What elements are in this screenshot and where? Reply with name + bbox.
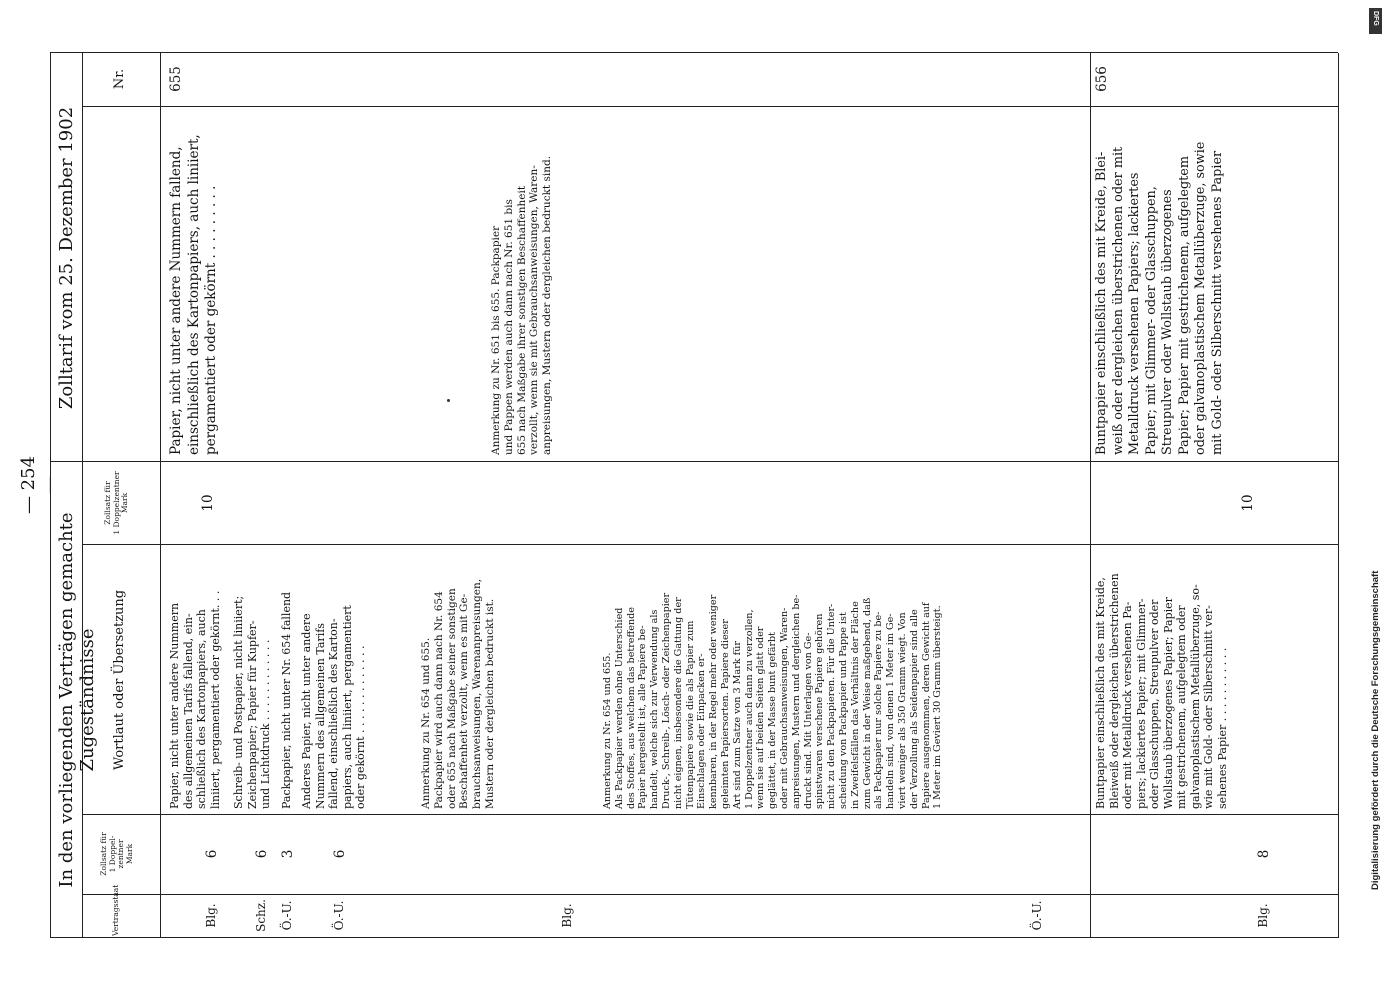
header-rule <box>160 53 161 938</box>
note-blg-state: Blg. <box>560 903 574 928</box>
entry-655-tariff-text: Papier, nicht unter andere Nummern fallend, einschließlich des Kartonpapiers, auch liniiert, pergamentiert oder gekörnt . . . . . . . . . <box>168 134 219 455</box>
nr-column-line <box>82 106 1338 107</box>
frame-left-line <box>50 52 1338 53</box>
dfg-logo-text: DFG <box>1372 11 1379 26</box>
entry-656-nr: 656 <box>1094 66 1110 92</box>
concession-2-rate: 6 <box>254 849 270 859</box>
text-header: Wortlaut oder Übersetzung <box>112 589 127 771</box>
concessions-title: In den vorliegenden Verträgen gemachte Zugeständnisse <box>56 512 98 888</box>
concession-1-state: Blg. <box>204 903 218 928</box>
entry-655-tariff-rate: 10 <box>200 494 216 512</box>
concession-4-text: Anderes Papier, nicht unter andere Nummern des allgemeinen Tarifs fallend, einschließlich des Karton- papiers, auch liniiert, pergamentiert oder gekörnt . . . . . . . . . . . . . <box>300 605 367 809</box>
entry-655-nr: 655 <box>168 66 184 92</box>
entry-656-tariff-text: Buntpapier einschließlich des mit Kreide, Blei- weiß oder dergleichen überstrichenen oder mit Metalldruck versehenen Papiers; lackiertes Papier; mit Glimmer- oder Glasschuppen, Streupulver oder Wollstaub überzogenes Papier; Papier mit gestrichenem, aufgelegtem oder galvanoplastischem Metallüberzuge, sowie mit Gold- oder Silberschnitt versehenes Papier <box>1094 141 1225 455</box>
entry-divider <box>1090 53 1091 938</box>
tariff-rate-header: Zollsatz für 1 Doppelzentner Mark <box>103 471 129 535</box>
concession-4-rate: 6 <box>332 849 348 859</box>
concession-656-text: Buntpapier einschließlich des mit Kreide, Bleiweiß oder dergleichen überstrichenen oder mit Metalldruck versehenen Pa- piers; lackiertes Papier; mit Glimmer- oder Glasschuppen, Streupulver oder Wollstaub überzogenes Papier; Papier mit gestrichenem, aufgelegtem oder galvanoplastischem Metallüberzuge, so- wie mit Gold- oder Silberschnitt ver- sehenes Papier . . . . . . . . . . . <box>1094 573 1229 809</box>
concession-3-rate: 3 <box>280 849 296 859</box>
left-rate-column-line <box>82 544 1338 545</box>
state-header: Vertragsstaat <box>111 884 120 936</box>
frame-bottom-line <box>1338 53 1339 938</box>
right-rate-column-line <box>82 814 1338 815</box>
concession-656-rate: 8 <box>1256 849 1272 859</box>
nr-header: Nr. <box>112 68 127 90</box>
section-divider <box>50 461 1338 462</box>
scan-speck <box>447 399 450 402</box>
note-oeu-text: Anmerkung zu Nr. 654 und 655. Als Packpapier werden ohne Unterschied des Stoffes, aus welchem das betreffende Papier hergestellt ist, alle Papiere be- handelt, welche sich zur Verwendung als Druck-, Schreib-, Lösch- oder Zeichenpapier nicht eignen, insbesondere die Gattung der Tütenpapiere sowie die als Papier zum Einschlagen oder Einpacken er- kennbaren, in der Regel mehr oder weniger geleimten Papiersorten. Papiere dieser Art sind zum Satze von 3 Mark für 1 Doppelzentner auch dann zu verzollen, wenn sie auf beiden Seiten glatt oder geglättet, in der Masse bunt gefärbt oder mit Gebrauchsanweisungen, Waren- anpreisungen, Mustern und dergleichen be- druckt sind. Mit Unterlagen von Ge- spinstwaren verschene Papiere gehören nicht zu den Packpapieren. Für die Unter- scheidung von Packpapier und Pappe ist in Zweifelsfällen das Verhältnis der Fläche zum Gewicht in der Weise maßgebend, daß als Packpapier nur solche Papiere zu be- handeln sind, von denen 1 Meter im Ge- viert weniger als 350 Gramm wiegt. Von der Verzollung als Seidenpapier sind alle Papiere ausgenommen, deren Gewicht auf 1 Meter im Geviert 30 Gramm übersteigt. <box>602 592 944 809</box>
concession-656-state: Blg. <box>1256 903 1270 928</box>
frame-top-line <box>50 53 51 938</box>
digitization-credit-text: Digitalisierung gefördert durch die Deutsche Forschungsgemeinschaft <box>1370 570 1381 890</box>
page-number: — 254 — <box>18 455 60 515</box>
state-column-line <box>82 894 1338 895</box>
concession-4-state: Ö.-U. <box>332 900 346 931</box>
concession-2-state: Schz. <box>254 899 268 932</box>
concession-rate-header: Zollsatz für 1 Doppel- zentner Mark <box>99 832 134 876</box>
concession-2-text: Schreib- und Postpapier, nicht liniiert; Zeichenpapier; Papier für Kupfer- und Lichtdruck . . . . . . . . . . . . <box>232 595 272 809</box>
tariff-title: Zolltarif vom 25. Dezember 1902 <box>56 106 77 410</box>
concession-1-text: Papier, nicht unter andere Nummern des allgemeinen Tarifs fallend, ein- schließlich des Kartonpapiers, auch liniiert, pergamentiert oder gekörnt. . . <box>168 590 222 809</box>
concession-1-rate: 6 <box>204 849 220 859</box>
note-oeu-state: Ö.-U. <box>1030 900 1044 931</box>
entry-655-tariff-note: Anmerkung zu Nr. 651 bis 655. Packpapier und Pappen werden auch dann nach Nr. 651 bis 655 nach Maßgabe ihrer sonstigen Beschaffenheit verzollt, wenn sie mit Gebrauchsanweisungen, Waren- anpreisungen, Mustern oder dergleichen bedruckt sind. <box>490 155 554 455</box>
entry-656-tariff-rate: 10 <box>1240 494 1256 512</box>
dfg-logo <box>1369 8 1382 34</box>
frame-right-line <box>50 937 1338 938</box>
concession-3-text: Packpapier, nicht unter Nr. 654 fallend <box>280 591 293 809</box>
concession-3-state: Ö.-U. <box>280 900 294 931</box>
note-blg-text: Anmerkung zu Nr. 654 und 655. Packpapier wird auch dann nach Nr. 654 oder 655 nach Maßgabe seiner sonstigen Beschaffenheit verzollt, wenn es mit Ge- brauchsanweisungen, Warenanpreisungen, Mustern oder dergleichen bedruckt ist. <box>420 578 496 809</box>
